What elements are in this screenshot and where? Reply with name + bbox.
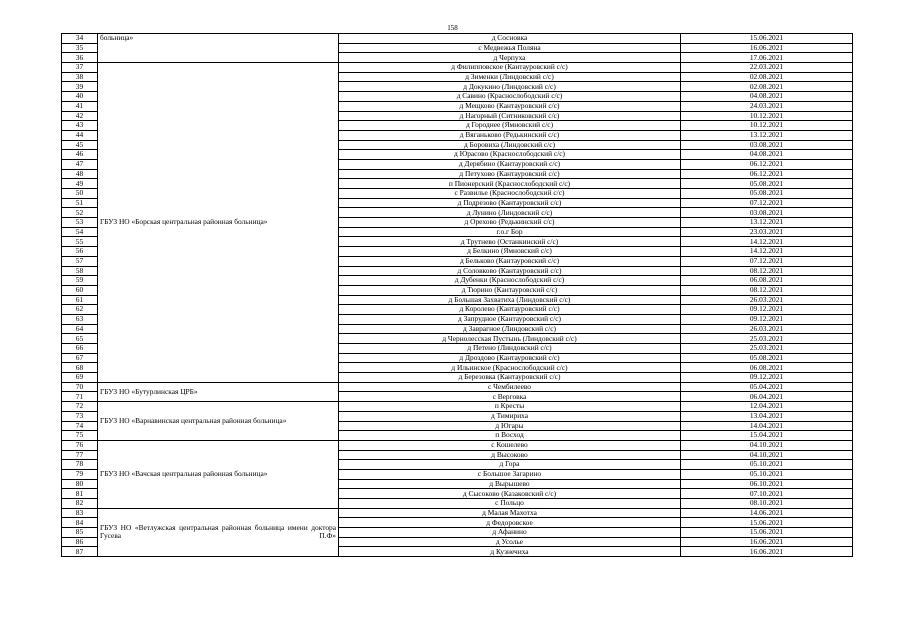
row-number-cell: 56	[62, 247, 98, 257]
row-number-cell: 73	[62, 411, 98, 421]
settlement-cell: с Кошелево	[339, 440, 681, 450]
settlement-cell: д Усолье	[339, 537, 681, 547]
settlement-cell: д Юрасово (Краснослободский с/с)	[339, 150, 681, 160]
date-cell: 08.10.2021	[681, 499, 853, 509]
settlement-cell: с Чембилеево	[339, 382, 681, 392]
row-number-cell: 45	[62, 140, 98, 150]
settlement-cell: д Вырышево	[339, 479, 681, 489]
settlement-cell: д Малая Махотха	[339, 508, 681, 518]
date-cell: 09.12.2021	[681, 373, 853, 383]
date-cell: 10.12.2021	[681, 111, 853, 121]
settlement-cell: д Петено (Линдовский с/с)	[339, 344, 681, 354]
row-number-cell: 54	[62, 227, 98, 237]
settlement-cell: д Сосновка	[339, 34, 681, 44]
row-number-cell: 67	[62, 353, 98, 363]
settlement-cell: д Кузнечиха	[339, 547, 681, 557]
row-number-cell: 55	[62, 237, 98, 247]
row-number-cell: 52	[62, 208, 98, 218]
date-cell: 16.06.2021	[681, 43, 853, 53]
row-number-cell: 64	[62, 324, 98, 334]
row-number-cell: 80	[62, 479, 98, 489]
row-number-cell: 77	[62, 450, 98, 460]
date-cell: 16.06.2021	[681, 537, 853, 547]
row-number-cell: 40	[62, 92, 98, 102]
table-row	[62, 382, 853, 392]
row-number-cell: 61	[62, 295, 98, 305]
settlement-cell: п Кресты	[339, 402, 681, 412]
row-number-cell: 34	[62, 34, 98, 44]
row-number-cell: 68	[62, 363, 98, 373]
settlement-cell: с Развилье (Краснослободский с/с)	[339, 189, 681, 199]
settlement-cell: с Большое Загарино	[339, 469, 681, 479]
date-cell: 07.10.2021	[681, 489, 853, 499]
settlement-cell: д Петухово (Кантауровский с/с)	[339, 169, 681, 179]
date-cell: 15.06.2021	[681, 528, 853, 538]
settlement-cell: д Ильинское (Краснослободский с/с)	[339, 363, 681, 373]
row-number-cell: 71	[62, 392, 98, 402]
row-number-cell: 74	[62, 421, 98, 431]
row-number-cell: 53	[62, 218, 98, 228]
organization-cell: ГБУЗ НО «Ветлужская центральная районная больница имени доктора Гусева П.Ф»	[98, 508, 339, 556]
settlement-cell: д Тюрино (Кантауровский с/с)	[339, 285, 681, 295]
date-cell: 15.04.2021	[681, 431, 853, 441]
date-cell: 15.06.2021	[681, 518, 853, 528]
date-cell: 08.12.2021	[681, 266, 853, 276]
settlement-cell: д Савино (Краснослободский с/с)	[339, 92, 681, 102]
settlement-cell: д Черпуха	[339, 53, 681, 63]
organization-cell: ГБУЗ НО «Вачская центральная районная больница»	[98, 440, 339, 508]
settlement-cell: д Тимириха	[339, 411, 681, 421]
date-cell: 13.12.2021	[681, 218, 853, 228]
settlement-cell: д Бельково (Кантауровский с/с)	[339, 256, 681, 266]
settlement-cell: д Мещково (Кантауровский с/с)	[339, 101, 681, 111]
table-row	[62, 508, 853, 518]
date-cell: 16.06.2021	[681, 547, 853, 557]
settlement-cell: п Пионерский (Краснослободский с/с)	[339, 179, 681, 189]
row-number-cell: 42	[62, 111, 98, 121]
row-number-cell: 46	[62, 150, 98, 160]
settlement-cell: д Федоровское	[339, 518, 681, 528]
date-cell: 02.08.2021	[681, 72, 853, 82]
organization-cell: ГБУЗ НО «Борская центральная районная больница»	[98, 63, 339, 383]
row-number-cell: 57	[62, 256, 98, 266]
settlement-cell: г.о.г Бор	[339, 227, 681, 237]
settlement-cell: д Белкино (Ямновский с/с)	[339, 247, 681, 257]
settlement-cell: д Гора	[339, 460, 681, 470]
settlement-cell: д Березовка (Кантауровский с/с)	[339, 373, 681, 383]
date-cell: 15.06.2021	[681, 34, 853, 44]
date-cell: 22.03.2021	[681, 63, 853, 73]
date-cell: 14.12.2021	[681, 247, 853, 257]
settlement-cell: д Боровиха (Линдовский с/с)	[339, 140, 681, 150]
settlement-cell: д Дубенки (Краснослободский с/с)	[339, 276, 681, 286]
date-cell: 02.08.2021	[681, 82, 853, 92]
settlement-cell: д Запрудное (Кантауровский с/с)	[339, 314, 681, 324]
date-cell: 14.04.2021	[681, 421, 853, 431]
row-number-cell: 75	[62, 431, 98, 441]
row-number-cell: 39	[62, 82, 98, 92]
date-cell: 07.12.2021	[681, 256, 853, 266]
settlement-cell: д Подрезово (Кантауровский с/с)	[339, 198, 681, 208]
date-cell: 13.04.2021	[681, 411, 853, 421]
row-number-cell: 69	[62, 373, 98, 383]
settlement-cell: п Восход	[339, 431, 681, 441]
row-number-cell: 65	[62, 334, 98, 344]
settlement-cell: д Орехово (Редькинский с/с)	[339, 218, 681, 228]
row-number-cell: 82	[62, 499, 98, 509]
settlement-cell: д Докукино (Линдовский с/с)	[339, 82, 681, 92]
row-number-cell: 59	[62, 276, 98, 286]
date-cell: 10.12.2021	[681, 121, 853, 131]
settlement-cell: д Заврагное (Линдовский с/с)	[339, 324, 681, 334]
date-cell: 05.08.2021	[681, 179, 853, 189]
page-number: 158	[447, 24, 458, 32]
settlement-cell: д Высоково	[339, 450, 681, 460]
date-cell: 25.03.2021	[681, 344, 853, 354]
date-cell: 04.10.2021	[681, 440, 853, 450]
row-number-cell: 87	[62, 547, 98, 557]
settlement-cell: д Соловково (Кантауровский с/с)	[339, 266, 681, 276]
row-number-cell: 50	[62, 189, 98, 199]
settlement-cell: д Сысоково (Казаковский с/с)	[339, 489, 681, 499]
settlement-cell: д Большая Захватиха (Линдовский с/с)	[339, 295, 681, 305]
schedule-table-body	[62, 34, 853, 557]
row-number-cell: 37	[62, 63, 98, 73]
date-cell: 25.03.2021	[681, 334, 853, 344]
settlement-cell: д Нагорный (Ситниковский с/с)	[339, 111, 681, 121]
date-cell: 06.08.2021	[681, 276, 853, 286]
row-number-cell: 63	[62, 314, 98, 324]
settlement-cell: д Афанино	[339, 528, 681, 538]
date-cell: 04.08.2021	[681, 92, 853, 102]
organization-cell: ГБУЗ НО «Варнавинская центральная районная больница»	[98, 402, 339, 441]
date-cell: 05.10.2021	[681, 469, 853, 479]
settlement-cell: д Югары	[339, 421, 681, 431]
settlement-cell: д Вяганьково (Редькинский с/с)	[339, 130, 681, 140]
row-number-cell: 43	[62, 121, 98, 131]
row-number-cell: 49	[62, 179, 98, 189]
row-number-cell: 58	[62, 266, 98, 276]
settlement-cell: с Верговка	[339, 392, 681, 402]
table-row	[62, 440, 853, 450]
row-number-cell: 83	[62, 508, 98, 518]
date-cell: 08.12.2021	[681, 285, 853, 295]
row-number-cell: 70	[62, 382, 98, 392]
date-cell: 06.04.2021	[681, 392, 853, 402]
row-number-cell: 47	[62, 159, 98, 169]
date-cell: 06.10.2021	[681, 479, 853, 489]
settlement-cell: д Дроздово (Кантауровский с/с)	[339, 353, 681, 363]
date-cell: 26.03.2021	[681, 295, 853, 305]
date-cell: 09.12.2021	[681, 314, 853, 324]
row-number-cell: 48	[62, 169, 98, 179]
organization-cell: ГБУЗ НО «Бутурлинская ЦРБ»	[98, 382, 339, 401]
row-number-cell: 36	[62, 53, 98, 63]
date-cell: 12.04.2021	[681, 402, 853, 412]
date-cell: 14.06.2021	[681, 508, 853, 518]
date-cell: 03.08.2021	[681, 208, 853, 218]
row-number-cell: 76	[62, 440, 98, 450]
date-cell: 17.06.2021	[681, 53, 853, 63]
row-number-cell: 35	[62, 43, 98, 53]
row-number-cell: 60	[62, 285, 98, 295]
settlement-cell: д Дерябино (Кантауровский с/с)	[339, 159, 681, 169]
settlement-cell: д Зименки (Линдовский с/с)	[339, 72, 681, 82]
date-cell: 24.03.2021	[681, 101, 853, 111]
row-number-cell: 44	[62, 130, 98, 140]
settlement-cell: д Чернолесская Пустынь (Линдовский с/с)	[339, 334, 681, 344]
settlement-cell: д Городнее (Ямновский с/с)	[339, 121, 681, 131]
date-cell: 05.04.2021	[681, 382, 853, 392]
date-cell: 06.12.2021	[681, 159, 853, 169]
date-cell: 05.08.2021	[681, 353, 853, 363]
settlement-cell: д Трутнево (Останкинский с/с)	[339, 237, 681, 247]
row-number-cell: 79	[62, 469, 98, 479]
row-number-cell: 84	[62, 518, 98, 528]
row-number-cell: 38	[62, 72, 98, 82]
date-cell: 05.08.2021	[681, 189, 853, 199]
organization-cell: больница»	[98, 34, 339, 63]
date-cell: 04.08.2021	[681, 150, 853, 160]
table-row	[62, 34, 853, 44]
row-number-cell: 72	[62, 402, 98, 412]
date-cell: 09.12.2021	[681, 305, 853, 315]
row-number-cell: 62	[62, 305, 98, 315]
row-number-cell: 66	[62, 344, 98, 354]
date-cell: 06.08.2021	[681, 363, 853, 373]
date-cell: 06.12.2021	[681, 169, 853, 179]
row-number-cell: 85	[62, 528, 98, 538]
date-cell: 14.12.2021	[681, 237, 853, 247]
settlement-cell: д Королево (Кантауровский с/с)	[339, 305, 681, 315]
row-number-cell: 41	[62, 101, 98, 111]
row-number-cell: 81	[62, 489, 98, 499]
table-row	[62, 63, 853, 73]
table-row	[62, 402, 853, 412]
row-number-cell: 86	[62, 537, 98, 547]
date-cell: 13.12.2021	[681, 130, 853, 140]
date-cell: 05.10.2021	[681, 460, 853, 470]
settlement-cell: с Польцо	[339, 499, 681, 509]
settlement-cell: д Лунино (Линдовский с/с)	[339, 208, 681, 218]
date-cell: 03.08.2021	[681, 140, 853, 150]
date-cell: 26.03.2021	[681, 324, 853, 334]
date-cell: 23.03.2021	[681, 227, 853, 237]
row-number-cell: 51	[62, 198, 98, 208]
settlement-cell: с Медвежья Поляна	[339, 43, 681, 53]
schedule-table	[61, 33, 853, 557]
date-cell: 04.10.2021	[681, 450, 853, 460]
row-number-cell: 78	[62, 460, 98, 470]
date-cell: 07.12.2021	[681, 198, 853, 208]
settlement-cell: д Филипповское (Кантауровский с/с)	[339, 63, 681, 73]
